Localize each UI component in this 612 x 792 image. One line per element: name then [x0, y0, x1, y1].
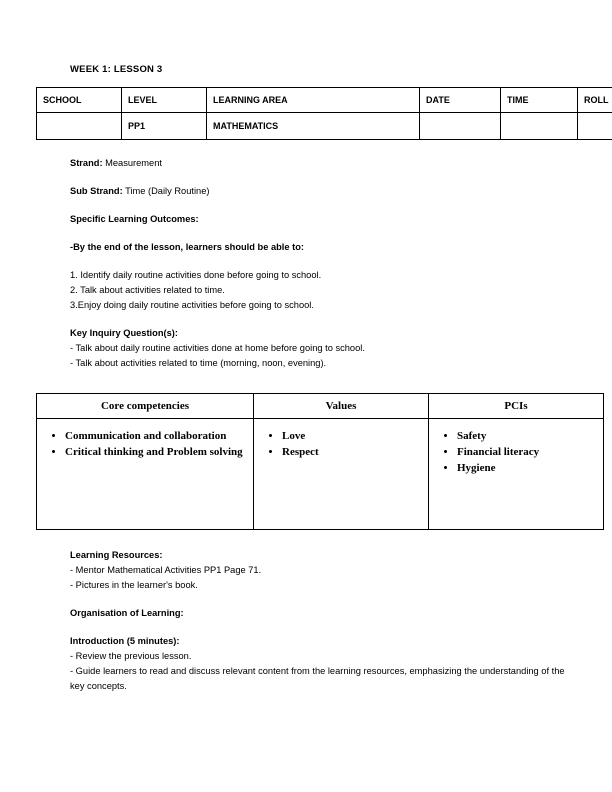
- introduction-item: - Guide learners to read and discuss relevant content from the learning resources, emphasizing the understanding of the key concepts.: [70, 666, 565, 691]
- value-cell-time: [501, 113, 578, 140]
- strand-label: Strand:: [70, 158, 103, 168]
- resource-item: - Mentor Mathematical Activities PP1 Page 71.: [70, 565, 262, 575]
- strand-value: Measurement: [102, 158, 162, 168]
- page-title: WEEK 1: LESSON 3: [70, 64, 163, 75]
- key-inquiry-item: - Talk about daily routine activities done at home before going to school.: [70, 343, 365, 353]
- resources-heading: Learning Resources:: [70, 550, 163, 560]
- list-item: • Communication and collaboration: [65, 429, 249, 444]
- list-item: • Financial literacy: [457, 445, 599, 460]
- sub-strand-line: [70, 184, 576, 199]
- value-cell-level: PP1: [122, 113, 207, 140]
- value-cell-roll: [578, 113, 612, 140]
- outcome-item: 1. Identify daily routine activities done before going to school.: [70, 270, 322, 280]
- header-values: Values: [254, 394, 429, 419]
- table-row: [37, 394, 604, 419]
- header-cell-date: DATE: [420, 88, 501, 113]
- key-inquiry-heading: Key Inquiry Question(s):: [70, 328, 178, 338]
- table-row: [37, 419, 604, 530]
- outcome-item: 2. Talk about activities related to time.: [70, 285, 225, 295]
- outcome-item: 3.Enjoy doing daily routine activities before going to school.: [70, 300, 314, 310]
- values-list: [258, 429, 424, 460]
- introduction-heading: Introduction (5 minutes):: [70, 636, 180, 646]
- resource-item: - Pictures in the learner's book.: [70, 580, 198, 590]
- header-cell-roll: ROLL: [578, 88, 612, 113]
- strand-line: [70, 156, 576, 171]
- introduction-item: - Review the previous lesson.: [70, 651, 192, 661]
- cell-values: [254, 419, 429, 530]
- table-row: [37, 113, 612, 140]
- value-cell-school: [37, 113, 122, 140]
- outcomes-heading: Specific Learning Outcomes:: [70, 214, 199, 224]
- header-pcis: PCIs: [429, 394, 604, 419]
- header-cell-school: SCHOOL: [37, 88, 122, 113]
- header-cell-learning-area: LEARNING AREA: [207, 88, 420, 113]
- header-cell-level: LEVEL: [122, 88, 207, 113]
- value-cell-date: [420, 113, 501, 140]
- lesson-header-table: [36, 87, 612, 140]
- header-core-competencies: Core competencies: [37, 394, 254, 419]
- organisation-heading: Organisation of Learning:: [70, 608, 184, 618]
- sub-strand-label: Sub Strand:: [70, 186, 123, 196]
- value-cell-learning-area: MATHEMATICS: [207, 113, 420, 140]
- competency-values-pcis-table: [36, 393, 604, 530]
- cell-pcis: [429, 419, 604, 530]
- lesson-details: [70, 156, 576, 371]
- list-item: • Hygiene: [457, 461, 599, 476]
- list-item: • Respect: [282, 445, 424, 460]
- sub-strand-value: Time (Daily Routine): [122, 186, 210, 196]
- pcis-list: [433, 429, 599, 476]
- list-item: • Love: [282, 429, 424, 444]
- outcomes-intro: -By the end of the lesson, learners should be able to:: [70, 242, 305, 252]
- header-cell-time: TIME: [501, 88, 578, 113]
- table-row: [37, 88, 612, 113]
- key-inquiry-item: - Talk about activities related to time (morning, noon, evening).: [70, 358, 327, 368]
- cell-core-competencies: [37, 419, 254, 530]
- lesson-lower-section: [70, 548, 576, 694]
- list-item: • Safety: [457, 429, 599, 444]
- list-item: • Critical thinking and Problem solving: [65, 445, 249, 460]
- core-competencies-list: [41, 429, 249, 460]
